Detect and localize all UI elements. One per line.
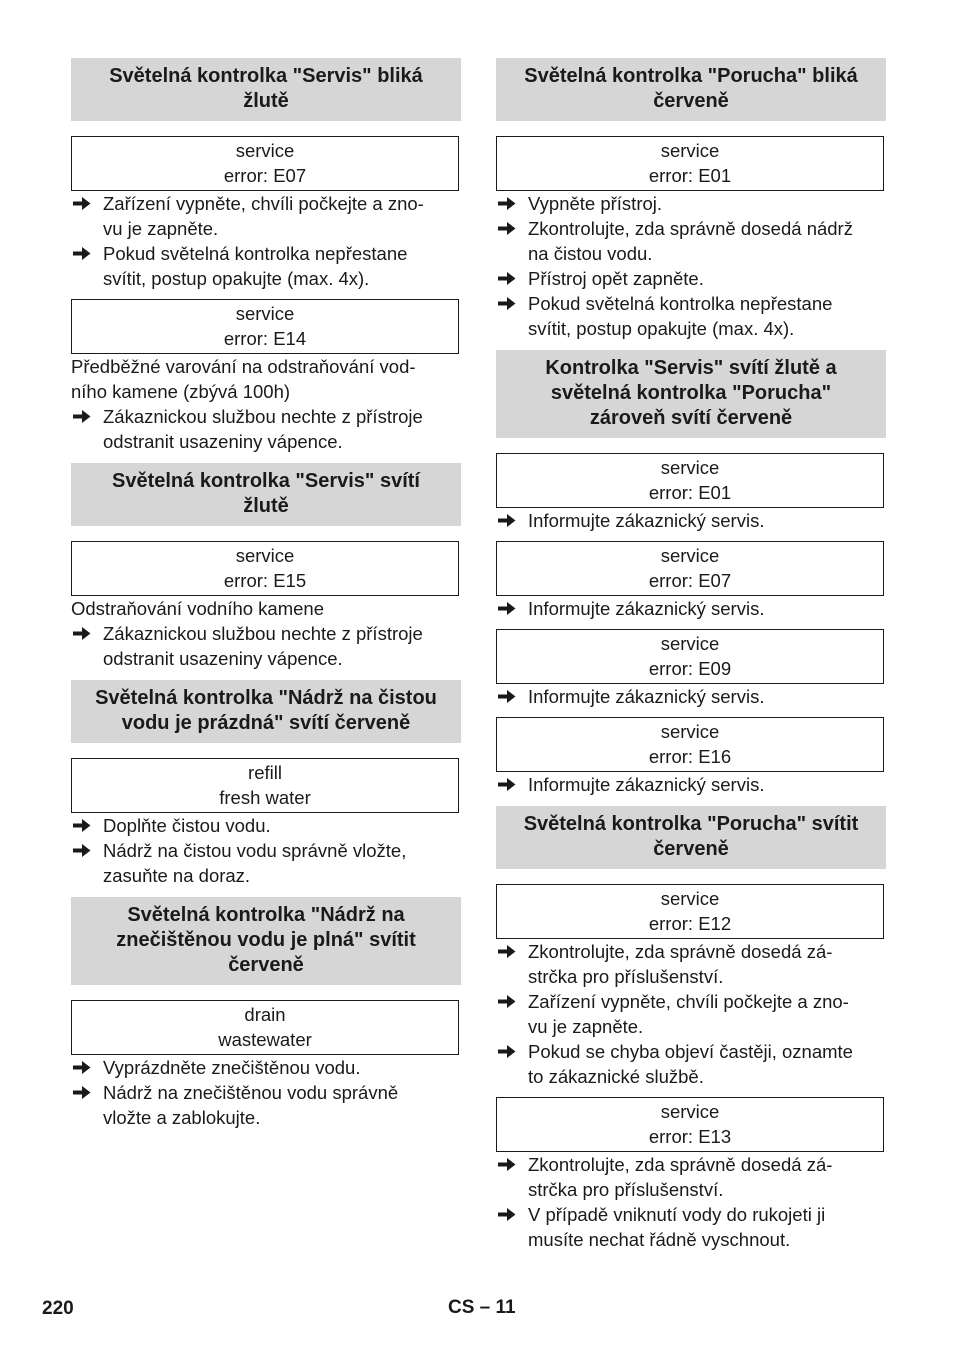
arrow-right-icon xyxy=(496,989,528,1039)
instruction-text: Pokud světelná kontrolka nepřestane svítit, postup opakujte (max. 4x). xyxy=(528,293,833,339)
instruction-text: Pokud se chyba objeví častěji, oznamte to zákaznické službě. xyxy=(528,1041,853,1087)
section-heading: Kontrolka "Servis" svítí žlutě a světelná kontrolka "Porucha" zároveň svítí červeně xyxy=(496,350,886,438)
right-column xyxy=(496,58,886,1252)
arrow-right-icon xyxy=(71,621,103,671)
display-message-line: error: E16 xyxy=(648,746,732,767)
instruction-item xyxy=(496,1152,886,1202)
arrow-right-icon xyxy=(496,684,528,709)
display-message-box xyxy=(496,717,884,772)
display-message-line: error: E09 xyxy=(648,658,732,679)
arrow-right-icon xyxy=(71,191,103,241)
display-message-line: drain xyxy=(244,1004,286,1025)
display-message-box xyxy=(496,1097,884,1152)
arrow-right-icon xyxy=(496,291,528,341)
language-page-label: CS – 11 xyxy=(448,1297,516,1318)
instruction-item xyxy=(496,596,886,621)
instruction-item xyxy=(496,939,886,989)
section-heading: Světelná kontrolka "Servis" bliká žlutě xyxy=(71,58,461,121)
instruction-item xyxy=(496,684,886,709)
display-message-line: service xyxy=(660,140,720,161)
section-heading: Světelná kontrolka "Servis" svítí žlutě xyxy=(71,463,461,526)
instruction-text: Zařízení vypněte, chvíli počkejte a zno- vu je zapněte. xyxy=(103,193,424,239)
instruction-item xyxy=(496,772,886,797)
spacer xyxy=(71,454,461,463)
arrow-right-icon xyxy=(496,508,528,533)
arrow-right-icon xyxy=(71,813,103,838)
spacer xyxy=(496,709,886,717)
display-message-line: error: E07 xyxy=(223,165,307,186)
instruction-text: Nádrž na znečištěnou vodu správně vložte a zablokujte. xyxy=(103,1082,399,1128)
arrow-right-icon xyxy=(496,216,528,266)
display-message-line: fresh water xyxy=(219,787,311,808)
display-message-line: service xyxy=(235,545,295,566)
instruction-item xyxy=(496,1202,886,1252)
display-message-box xyxy=(71,1000,459,1055)
display-message-line: service xyxy=(660,721,720,742)
arrow-right-icon xyxy=(496,596,528,621)
instruction-item xyxy=(71,621,461,671)
instruction-text: Zařízení vypněte, chvíli počkejte a zno- vu je zapněte. xyxy=(528,991,849,1037)
instruction-text: Zkontrolujte, zda správně dosedá zá- strčka pro příslušenství. xyxy=(528,1154,833,1200)
spacer xyxy=(496,533,886,541)
instruction-item xyxy=(496,1039,886,1089)
instruction-item xyxy=(71,813,461,838)
arrow-right-icon xyxy=(71,241,103,291)
body-paragraph: Předběžné varování na odstraňování vod- ního kamene (zbývá 100h) xyxy=(71,356,416,402)
display-message-line: service xyxy=(660,888,720,909)
spacer xyxy=(496,621,886,629)
instruction-text: Pokud světelná kontrolka nepřestane svítit, postup opakujte (max. 4x). xyxy=(103,243,408,289)
instruction-text: V případě vniknutí vody do rukojeti ji musíte nechat řádně vyschnout. xyxy=(528,1204,826,1250)
display-message-line: error: E07 xyxy=(648,570,732,591)
instruction-item xyxy=(71,1080,461,1130)
display-message-line: service xyxy=(660,633,720,654)
arrow-right-icon xyxy=(496,1152,528,1202)
section-heading: Světelná kontrolka "Porucha" bliká červeně xyxy=(496,58,886,121)
spacer xyxy=(71,291,461,299)
arrow-right-icon xyxy=(496,191,528,216)
instruction-text: Nádrž na čistou vodu správně vložte, zasuňte na doraz. xyxy=(103,840,407,886)
instruction-text: Zkontrolujte, zda správně dosedá zá- strčka pro příslušenství. xyxy=(528,941,833,987)
instruction-text: Přístroj opět zapněte. xyxy=(528,268,704,289)
display-message-line: error: E12 xyxy=(648,913,732,934)
instruction-item xyxy=(496,191,886,216)
display-message-line: error: E01 xyxy=(648,482,732,503)
display-message-line: service xyxy=(660,457,720,478)
instruction-item xyxy=(496,508,886,533)
instruction-item xyxy=(71,241,461,291)
instruction-item xyxy=(496,989,886,1039)
section-heading: Světelná kontrolka "Nádrž na znečištěnou vodu je plná" svítit červeně xyxy=(71,897,461,985)
arrow-right-icon xyxy=(71,838,103,888)
instruction-text: Zákaznickou službou nechte z přístroje odstranit usazeniny vápence. xyxy=(103,406,423,452)
display-message-line: service xyxy=(660,1101,720,1122)
arrow-right-icon xyxy=(496,772,528,797)
display-message-box xyxy=(71,299,459,354)
arrow-right-icon xyxy=(496,266,528,291)
arrow-right-icon xyxy=(496,939,528,989)
display-message-line: wastewater xyxy=(218,1029,312,1050)
instruction-text: Doplňte čistou vodu. xyxy=(103,815,271,836)
display-message-box xyxy=(496,541,884,596)
display-message-line: service xyxy=(235,140,295,161)
display-message-box xyxy=(496,629,884,684)
instruction-text: Informujte zákaznický servis. xyxy=(528,510,765,531)
instruction-text: Vypněte přístroj. xyxy=(528,193,663,214)
display-message-box xyxy=(71,136,459,191)
spacer xyxy=(496,797,886,806)
display-message-line: refill xyxy=(248,762,282,783)
instruction-text: Informujte zákaznický servis. xyxy=(528,686,765,707)
instruction-item xyxy=(496,291,886,341)
display-message-box xyxy=(496,136,884,191)
arrow-right-icon xyxy=(71,404,103,454)
instruction-item xyxy=(71,404,461,454)
instruction-item xyxy=(71,1055,461,1080)
arrow-right-icon xyxy=(496,1039,528,1089)
display-message-line: service xyxy=(660,545,720,566)
left-column xyxy=(71,58,461,1130)
instruction-item xyxy=(71,838,461,888)
display-message-box xyxy=(71,541,459,596)
spacer xyxy=(71,888,461,897)
spacer xyxy=(496,1089,886,1097)
display-message-line: error: E14 xyxy=(223,328,307,349)
instruction-text: Zákaznickou službou nechte z přístroje odstranit usazeniny vápence. xyxy=(103,623,423,669)
display-message-box xyxy=(71,758,459,813)
arrow-right-icon xyxy=(71,1080,103,1130)
instruction-item xyxy=(496,216,886,266)
display-message-box xyxy=(496,453,884,508)
section-heading: Světelná kontrolka "Porucha" svítit červeně xyxy=(496,806,886,869)
instruction-text: Informujte zákaznický servis. xyxy=(528,774,765,795)
arrow-right-icon xyxy=(71,1055,103,1080)
instruction-text: Informujte zákaznický servis. xyxy=(528,598,765,619)
instruction-text: Vyprázdněte znečištěnou vodu. xyxy=(103,1057,361,1078)
page-number: 220 xyxy=(42,1298,74,1319)
display-message-line: error: E01 xyxy=(648,165,732,186)
instruction-item xyxy=(71,191,461,241)
instruction-text: Zkontrolujte, zda správně dosedá nádrž na čistou vodu. xyxy=(528,218,853,264)
arrow-right-icon xyxy=(496,1202,528,1252)
display-message-line: error: E13 xyxy=(648,1126,732,1147)
spacer xyxy=(71,671,461,680)
display-message-line: error: E15 xyxy=(223,570,307,591)
body-paragraph: Odstraňování vodního kamene xyxy=(71,598,324,619)
instruction-item xyxy=(496,266,886,291)
display-message-box xyxy=(496,884,884,939)
spacer xyxy=(496,341,886,350)
section-heading: Světelná kontrolka "Nádrž na čistou vodu je prázdná" svítí červeně xyxy=(71,680,461,743)
display-message-line: service xyxy=(235,303,295,324)
